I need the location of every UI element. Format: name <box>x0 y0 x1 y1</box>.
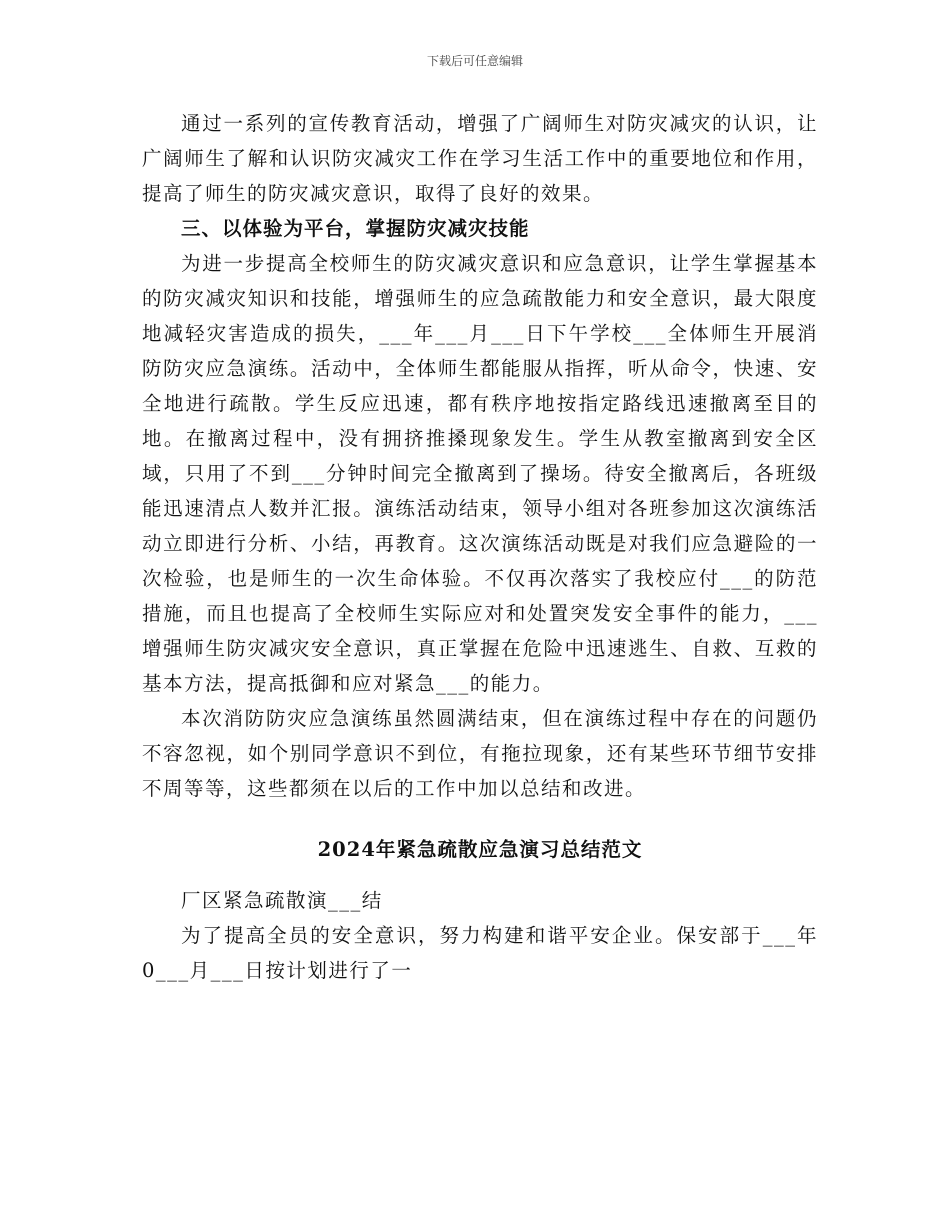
section-heading-3: 三、以体验为平台，掌握防灾减灾技能 <box>181 217 530 240</box>
paragraph-1: 通过一系列的宣传教育活动，增强了广阔师生对防灾减灾的认识，让广阔师生了解和认识防灾减灾工作在学习生活工作中的重要地位和作用，提高了师生的防灾减灾意识，取得了良好的效果。 <box>142 112 818 205</box>
document-body <box>142 106 818 988</box>
paragraph-5: 为了提高全员的安全意识，努力构建和谐平安企业。保安部于___年0___月___日按计划进行了一 <box>142 924 818 982</box>
document-title: 2024年紧急疏散应急演习总结范文 <box>317 838 643 861</box>
page-header: 下载后可任意编辑 <box>426 54 523 68</box>
paragraph-4: 厂区紧急疏散演___结 <box>181 889 383 912</box>
paragraph-3: 本次消防防灾应急演练虽然圆满结束，但在演练过程中存在的问题仍不容忽视，如个别同学意识不到位，有拖拉现象，还有某些环节细节安排不周等等，这些都须在以后的工作中加以总结和改进。 <box>142 707 818 800</box>
paragraph-2: 为进一步提高全校师生的防灾减灾意识和应急意识，让学生掌握基本的防灾减灾知识和技能，增强师生的应急疏散能力和安全意识，最大限度地减轻灾害造成的损失，___年___月___日下午学校___全体师生开展消防防灾应急演练。活动中，全体师生都能服从指挥，听从命令，快速、安全地进行疏散。学生反应迅速，都有秩序地按指定路线迅速撤离至目的地。在撤离过程中，没有拥挤推搡现象发生。学生从教室撤离到安全区域，只用了不到___分钟时间完全撤离到了操场。待安全撤离后，各班级能迅速清点人数并汇报。演练活动结束，领导小组对各班参加这次演练活动立即进行分析、小结，再教育。这次演练活动既是对我们应急避险的一次检验，也是师生的一次生命体验。不仅再次落实了我校应付___的防范措施，而且也提高了全校师生实际应对和处置突发安全事件的能力，___增强师生防灾减灾安全意识，真正掌握在危险中迅速逃生、自救、互救的基本方法，提高抵御和应对紧急___的能力。 <box>142 252 818 695</box>
